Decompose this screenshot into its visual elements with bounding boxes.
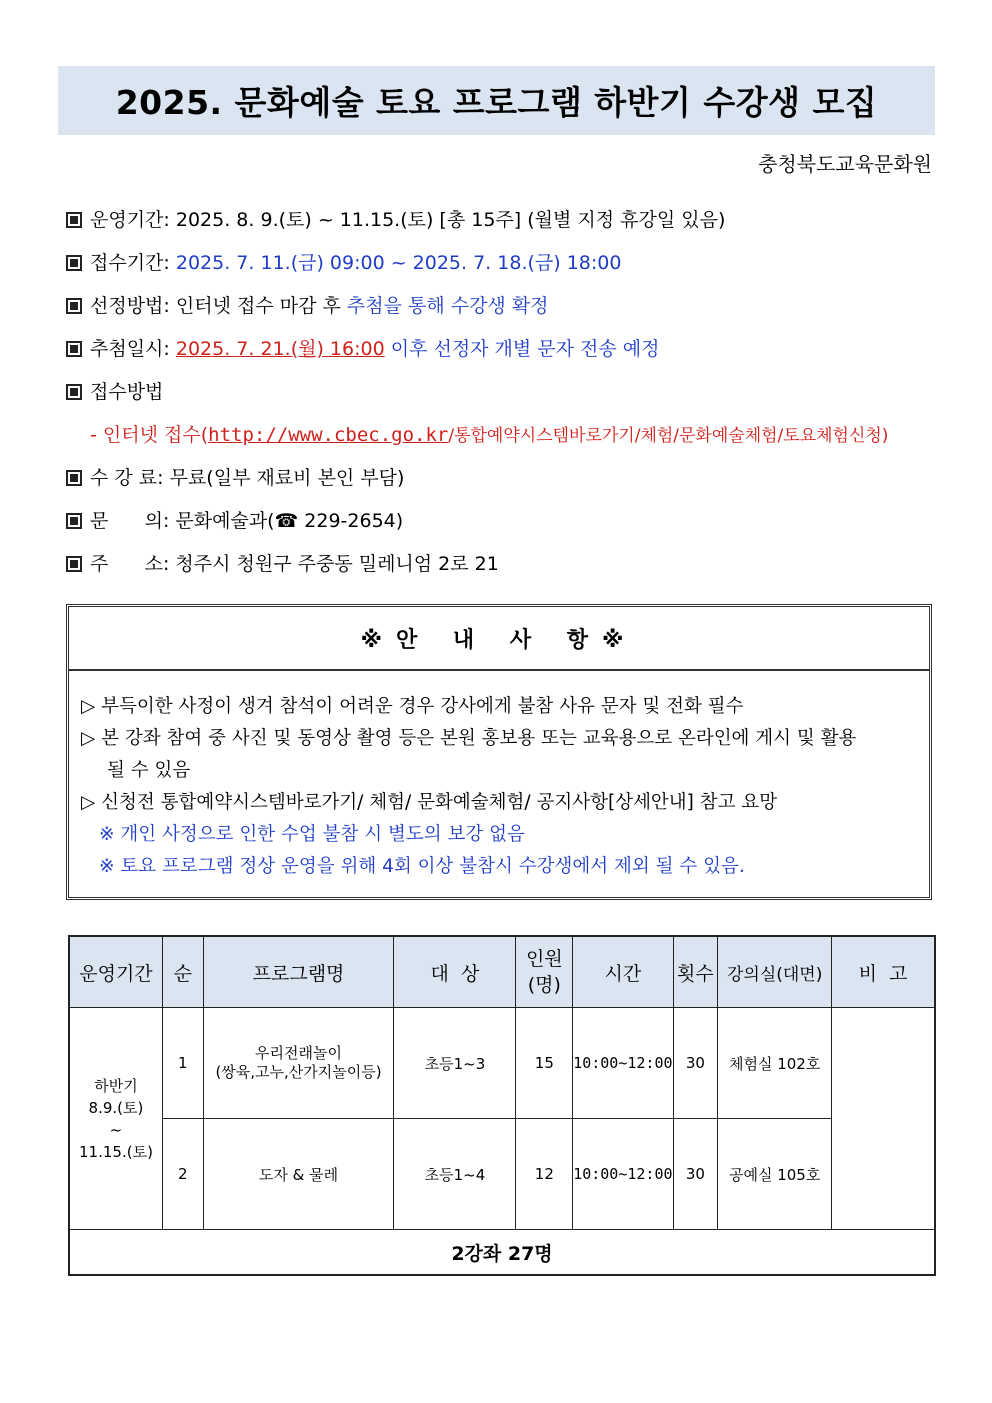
header-count: 인원 (명) [516, 936, 573, 1008]
notice-item: ▷ 신청전 통합예약시스템바로가기/ 체험/ 문화예술체험/ 공지사항[상세안내] 참고 요망 [81, 792, 778, 813]
notice-warning: ※ 개인 사정으로 인한 수업 불참 시 별도의 보강 없음 [99, 824, 525, 845]
notice-body [69, 671, 929, 883]
total-cell: 2강좌 27명 [69, 1230, 935, 1276]
row-count: 15 [516, 1008, 573, 1119]
info-list [66, 205, 946, 592]
header-period: 운영기간 [69, 936, 162, 1008]
info-period: 운영기간: 2025. 8. 9.(토) ~ 11.15.(토) [총 15주] (월별 지정 휴강일 있음) [66, 205, 946, 248]
square-bullet-icon [66, 298, 82, 314]
remarks-cell [832, 1008, 935, 1230]
square-bullet-icon [66, 255, 82, 271]
info-method-detail: - 인터넷 접수(http://www.cbec.go.kr/통합예약시스템바로가기/체험/문화예술체험/토요체험신청) [90, 424, 889, 446]
row-time: 10:00~12:00 [573, 1008, 673, 1119]
period-value: 2025. 8. 9.(토) ~ 11.15.(토) [총 15주] (월별 지정 휴강일 있음) [175, 209, 726, 231]
row-target: 초등1~3 [394, 1008, 516, 1119]
schedule-table [68, 935, 936, 1276]
table-row [69, 1119, 935, 1230]
row-time: 10:00~12:00 [573, 1119, 673, 1230]
notice-item-continued: 될 수 있음 [107, 760, 191, 781]
row-program: 도자 & 물레 [203, 1119, 394, 1230]
notice-warning: ※ 토요 프로그램 정상 운영을 위해 4회 이상 불참시 수강생에서 제외 될 수 있음. [99, 856, 745, 877]
period-cell: 하반기 8.9.(토) ~ 11.15.(토) [69, 1008, 162, 1230]
header-room: 강의실(대면) [718, 936, 832, 1008]
notice-item: ▷ 부득이한 사정이 생겨 참석이 어려운 경우 강사에게 불참 사유 문자 및 전화 필수 [81, 696, 744, 717]
application-value: 2025. 7. 11.(금) 09:00 ~ 2025. 7. 18.(금) 18:00 [175, 252, 622, 274]
page-title: 2025. 문화예술 토요 프로그램 하반기 수강생 모집 [115, 83, 878, 122]
selection-highlight: 추첨을 통해 수강생 확정 [346, 295, 549, 317]
header-target: 대 상 [394, 936, 516, 1008]
square-bullet-icon [66, 212, 82, 228]
table-total-row [69, 1230, 935, 1276]
website-link[interactable]: http://www.cbec.go.kr [208, 424, 449, 446]
row-room: 공예실 105호 [718, 1119, 832, 1230]
row-sessions: 30 [673, 1008, 718, 1119]
notice-heading: ※안 내 사 항※ [69, 607, 929, 671]
notice-box [66, 604, 932, 900]
header-time: 시간 [573, 936, 673, 1008]
row-count: 12 [516, 1119, 573, 1230]
header-remarks: 비 고 [832, 936, 935, 1008]
info-draw: 추첨일시: 2025. 7. 21.(월) 16:00 이후 선정자 개별 문자 전송 예정 [66, 334, 946, 377]
header-sessions: 횟수 [673, 936, 718, 1008]
square-bullet-icon [66, 470, 82, 486]
row-no: 2 [162, 1119, 203, 1230]
table-row [69, 1008, 935, 1119]
info-address: 주 소: 청주시 청원구 주중동 밀레니엄 2로 21 [66, 549, 946, 592]
square-bullet-icon [66, 384, 82, 400]
info-contact: 문 의: 문화예술과(☎ 229-2654) [66, 506, 946, 549]
info-fee: 수 강 료: 무료(일부 재료비 본인 부담) [66, 463, 946, 506]
row-no: 1 [162, 1008, 203, 1119]
row-target: 초등1~4 [394, 1119, 516, 1230]
header-no: 순 [162, 936, 203, 1008]
organization-name: 충청북도교육문화원 [758, 152, 932, 176]
row-sessions: 30 [673, 1119, 718, 1230]
title-band [58, 66, 935, 135]
info-application: 접수기간: 2025. 7. 11.(금) 09:00 ~ 2025. 7. 18.(금) 18:00 [66, 248, 946, 291]
header-program: 프로그램명 [203, 936, 394, 1008]
square-bullet-icon [66, 341, 82, 357]
table-header-row [69, 936, 935, 1008]
draw-date: 2025. 7. 21.(월) 16:00 [175, 338, 385, 360]
info-method: 접수방법 [66, 377, 946, 420]
info-selection: 선정방법: 인터넷 접수 마감 후 추첨을 통해 수강생 확정 [66, 291, 946, 334]
row-program: 우리전래놀이 (쌍육,고누,산가지놀이등) [203, 1008, 394, 1119]
row-room: 체험실 102호 [718, 1008, 832, 1119]
square-bullet-icon [66, 556, 82, 572]
square-bullet-icon [66, 513, 82, 529]
notice-item: ▷ 본 강좌 참여 중 사진 및 동영상 촬영 등은 본원 홍보용 또는 교육용으로 온라인에 게시 및 활용 [81, 728, 857, 749]
